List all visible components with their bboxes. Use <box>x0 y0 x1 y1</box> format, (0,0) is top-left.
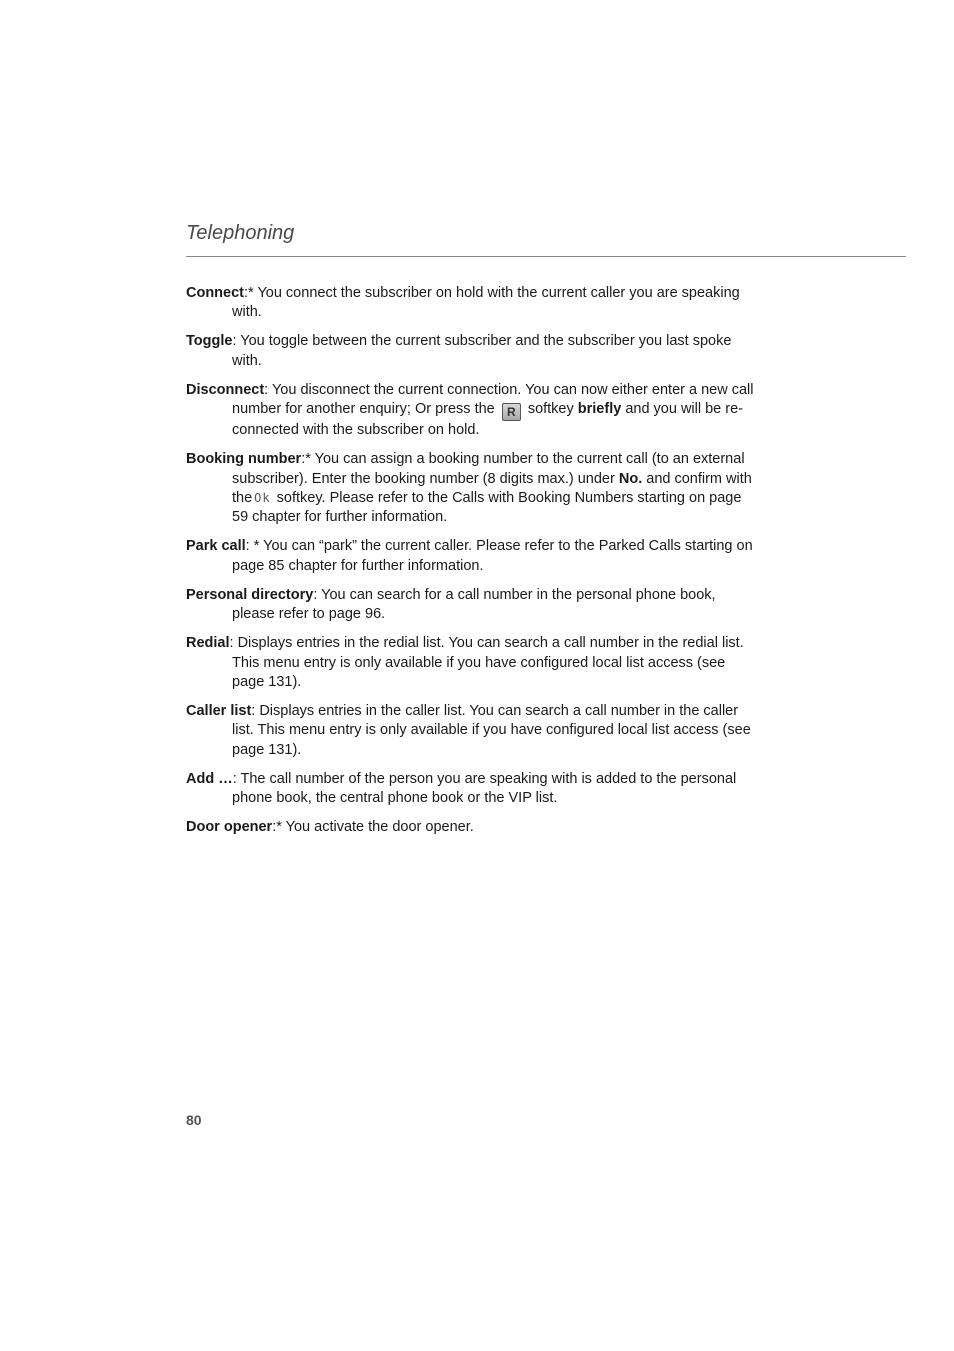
entry-emphasis: briefly <box>577 401 622 418</box>
r-key-icon: R <box>502 403 521 421</box>
entry-term: Connect <box>186 285 244 301</box>
entry-redial <box>186 634 756 692</box>
entry-term: Toggle <box>186 333 233 350</box>
entry-term: Add … <box>186 770 233 787</box>
entry-description: softkey <box>527 401 574 418</box>
entry-term: Personal directory <box>186 586 314 603</box>
entry-toggle <box>186 332 756 371</box>
entry-term: Caller list <box>186 703 252 720</box>
entry-caller-list <box>186 702 756 760</box>
entry-description: :* You connect the subscriber on hold with the current caller you are speaking with. <box>232 285 740 321</box>
entry-description: :* You activate the door opener. <box>272 819 474 836</box>
entry-description: : * You can “park” the current caller. Please refer to the Parked Calls starting on page 85 chapter for further information. <box>232 538 753 574</box>
entry-park-call <box>186 537 756 576</box>
entry-emphasis: No. <box>618 470 643 487</box>
entry-term: Door opener <box>186 819 273 836</box>
entry-description: and you will be re-connected with the subscriber on hold. <box>232 401 743 439</box>
entry-description: : You toggle between the current subscriber and the subscriber you last spoke with. <box>232 333 732 369</box>
entry-description: : You can search for a call number in the personal phone book, please refer to page 96. <box>232 586 716 623</box>
entry-description: : You disconnect the current connection. You can now either enter a new call number for another enquiry; Or press the <box>232 381 754 418</box>
menu-entry-list <box>186 284 756 847</box>
entry-description: :* You can assign a booking number to the current call (to an external subscriber). Enter the booking number (8 digits max.) under <box>232 451 745 487</box>
entry-description: and confirm with the <box>232 470 752 507</box>
entry-description: : Displays entries in the caller list. You can search a call number in the caller list. This menu entry is only available if you have configured local list access (see page 131). <box>232 703 751 758</box>
entry-term: Park call <box>186 538 246 555</box>
entry-add <box>186 770 756 809</box>
entry-term: Booking number <box>186 451 302 468</box>
page-number: 80 <box>186 1112 202 1128</box>
entry-description: softkey. Please refer to the Calls with Booking Numbers starting on page 59 chapter for further information. <box>232 490 742 526</box>
entry-description: : Displays entries in the redial list. You can search a call number in the redial list. This menu entry is only available if you have configured local list access (see page 131). <box>229 635 744 691</box>
entry-door-opener <box>186 818 756 837</box>
entry-term: Disconnect <box>186 381 265 398</box>
entry-booking-number <box>186 450 756 528</box>
entry-term: Redial <box>186 635 230 652</box>
entry-description: : The call number of the person you are speaking with is added to the personal phone book, the central phone book or the VIP list. <box>232 770 737 807</box>
section-title: Telephoning <box>186 222 295 244</box>
entry-personal-directory <box>186 586 756 625</box>
entry-disconnect <box>186 381 756 441</box>
entry-connect <box>186 284 756 323</box>
header-divider <box>186 256 906 257</box>
ok-softkey-label: Ok <box>254 491 271 506</box>
